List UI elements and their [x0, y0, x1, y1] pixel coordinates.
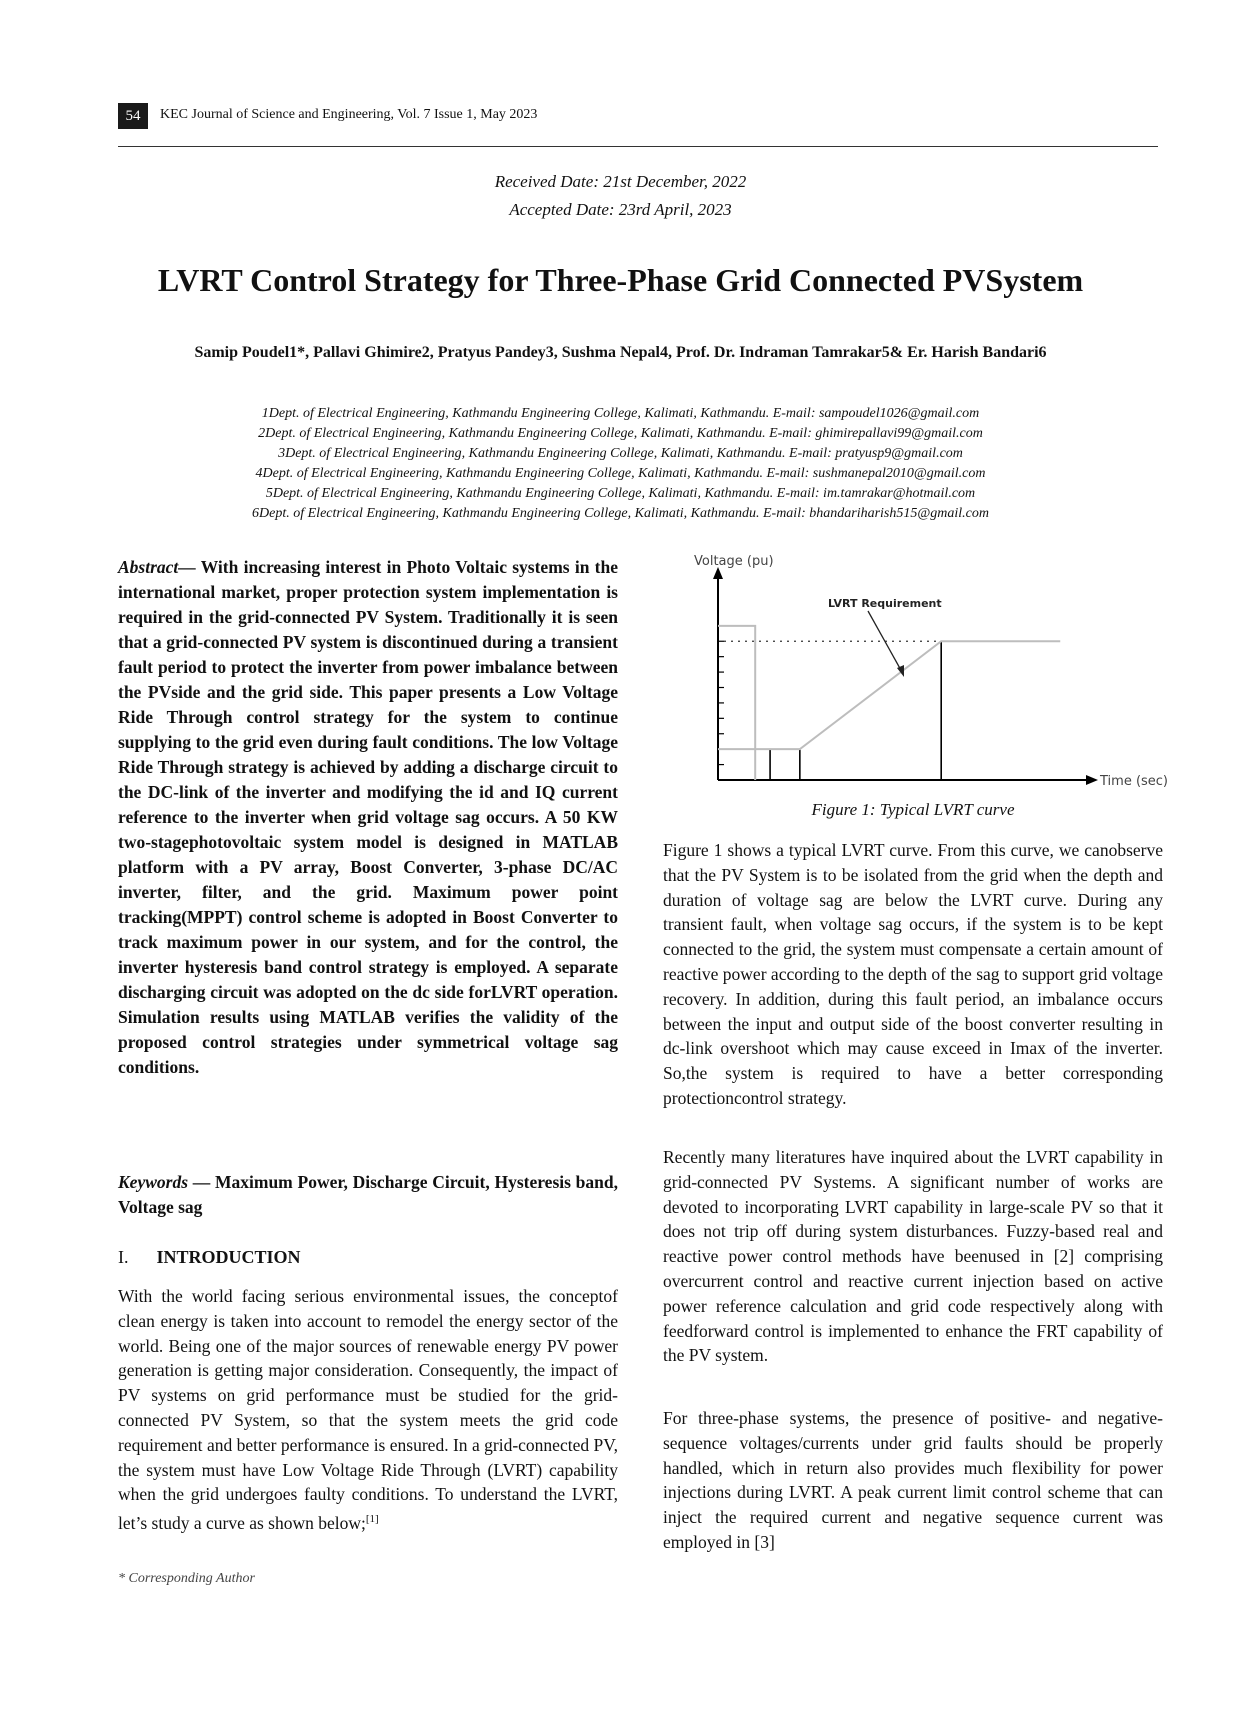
keywords-text: — Maximum Power, Discharge Circuit, Hysteresis band, Voltage sag: [118, 1172, 618, 1217]
annotation-lvrt-requirement: LVRT Requirement: [828, 597, 942, 610]
keywords-label: Keywords: [118, 1172, 188, 1192]
intro-paragraph: [118, 1284, 618, 1536]
right-text-1: Figure 1 shows a typical LVRT curve. From this curve, we canobserve that the PV System is to be isolated from the grid when the depth and duration of voltage sag are below the LVRT curve. During any transient fault, when voltage sag occurs, if the system is to be kept connected to the grid, the system must compensate a certain amount of reactive power according to the depth of the sag to support grid voltage recovery. In addition, during this fault period, an imbalance occurs between the input and output side of the boost converter resulting in dc-link overshoot which may cause exceed in Imax of the inverter. So,the system is required to have a better corresponding protectioncontrol strategy.: [663, 840, 1163, 1108]
annotation-arrow: [868, 611, 902, 672]
section-title: INTRODUCTION: [156, 1247, 301, 1267]
affiliation-1: 1Dept. of Electrical Engineering, Kathmandu Engineering College, Kalimati, Kathmandu. E-mail: sampoudel1026@gmail.com: [261, 406, 980, 421]
abstract: [118, 555, 618, 1080]
affiliation-3: 3Dept. of Electrical Engineering, Kathmandu Engineering College, Kalimati, Kathmandu. E-mail: pratyusp9@gmail.com: [278, 446, 963, 461]
accepted-date: Accepted Date: 23rd April, 2023: [509, 200, 732, 219]
right-text-3: For three-phase systems, the presence of positive- and negative- sequence voltages/currents under grid faults should be properly handled, which in return also provides much flexibility for power injections during LVRT. A peak current limit control scheme that can inject the required current and negative sequence current was employed in [3]: [663, 1408, 1163, 1552]
page-number: 54: [118, 103, 148, 129]
affiliation-2: 2Dept. of Electrical Engineering, Kathmandu Engineering College, Kalimati, Kathmandu. E-mail: ghimirepallavi99@gmail.com: [258, 426, 983, 441]
abstract-text: With increasing interest in Photo Voltaic systems in the international market, proper protection system implementation is required in the grid-connected PV System. Traditionally it is seen that a grid-connected PV system is discontinued during a transient fault period to protect the inverter from power imbalance between the PVside and the grid side. This paper presents a Low Voltage Ride Through control strategy for the system to continue supplying to the grid even during fault conditions. The low Voltage Ride Through strategy is achieved by adding a discharge circuit to the DC-link of the inverter and modifying the id and IQ current reference to the inverter when grid voltage sag occurs. A 50 KW two-stagephotovoltaic system model is designed in MATLAB platform with a PV array, Boost Converter, 3-phase DC/AC inverter, filter, and the grid. Maximum power point tracking(MPPT) control scheme is adopted in Boost Converter to track maximum power in our system, and for the control, the inverter hysteresis band control strategy is employed. A separate discharging circuit was adopted on the dc side forLVRT operation. Simulation results using MATLAB verifies the validity of the proposed control strategies under symmetrical voltage sag conditions.: [118, 557, 618, 1077]
figure-caption: Figure 1: Typical LVRT curve: [811, 800, 1015, 819]
right-paragraph-3: [663, 1406, 1163, 1555]
abstract-label: Abstract—: [118, 557, 196, 577]
affiliation-6: 6Dept. of Electrical Engineering, Kathmandu Engineering College, Kalimati, Kathmandu. E-mail: bhandariharish515@gmail.com: [252, 506, 989, 521]
intro-text: With the world facing serious environmental issues, the conceptof clean energy is taken into account to remodel the energy sector of the world. Being one of the major sources of renewable energy PV power generation is getting major consideration. Consequently, the impact of PV systems on grid performance must be studied for the grid-connected PV System, so that the system meets the grid code requirement and better performance is ensured. In a grid-connected PV, the system must have Low Voltage Ride Through (LVRT) capability when the grid undergoes faulty conditions. To understand the LVRT, let’s study a curve as shown below;: [118, 1286, 618, 1533]
lvrt-chart: [680, 554, 1169, 790]
section-heading-introduction: [118, 1247, 618, 1268]
header-rule: [118, 146, 1158, 147]
affiliation-4: 4Dept. of Electrical Engineering, Kathmandu Engineering College, Kalimati, Kathmandu. E-mail: sushmanepal2010@gmail.com: [255, 466, 986, 481]
author-list: Samip Poudel1*, Pallavi Ghimire2, Pratyus Pandey3, Sushma Nepal4, Prof. Dr. Indraman Tamrakar5& Er. Harish Bandari6: [194, 344, 1047, 361]
x-axis-arrow: [1086, 775, 1098, 785]
corresponding-author-note: * Corresponding Author: [118, 1571, 255, 1586]
paper-title: LVRT Control Strategy for Three-Phase Grid Connected PVSystem: [157, 262, 1084, 298]
citation-1: [1]: [365, 1513, 379, 1526]
series-line: [718, 641, 1060, 749]
right-text-2: Recently many literatures have inquired about the LVRT capability in grid-connected PV Systems. A significant number of works are devoted to incorporating LVRT capability in large-scale PV so that it does not trip off during system disturbances. Fuzzy-based real and reactive power control methods have beenused in [2] comprising overcurrent control and reactive current injection based on active power reference calculation and grid code respectively along with feedforward control is implemented to enhance the FRT capability of the PV system.: [663, 1147, 1163, 1366]
journal-header: KEC Journal of Science and Engineering, Vol. 7 Issue 1, May 2023: [160, 107, 538, 122]
right-paragraph-2: [663, 1145, 1163, 1368]
keywords: [118, 1170, 618, 1220]
section-number: I.: [118, 1247, 129, 1267]
x-axis-label: Time (sec): [1100, 774, 1169, 789]
received-date: Received Date: 21st December, 2022: [494, 172, 747, 191]
right-paragraph-1: [663, 838, 1163, 1111]
affiliation-5: 5Dept. of Electrical Engineering, Kathmandu Engineering College, Kalimati, Kathmandu. E-mail: im.tamrakar@hotmail.com: [265, 486, 976, 501]
y-axis-label: Voltage (pu): [694, 554, 774, 569]
